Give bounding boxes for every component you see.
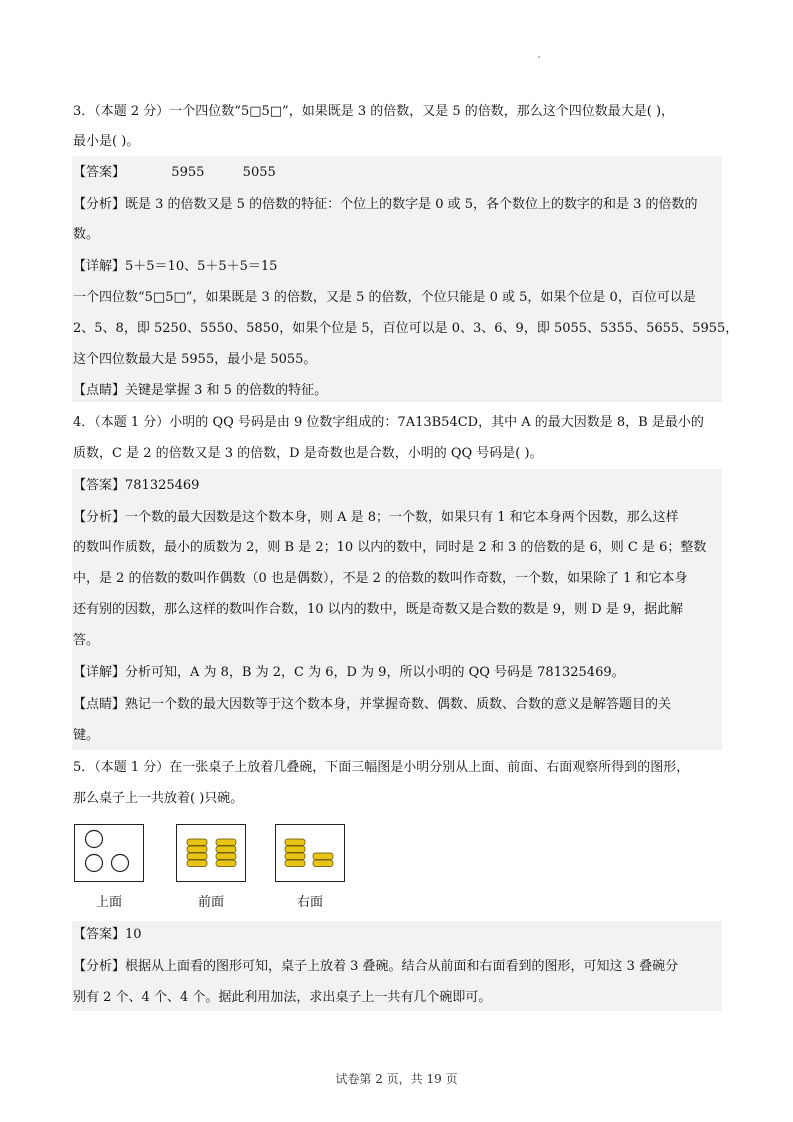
- q4-analysis-line-4: 还有别的因数，那么这样的数叫作合数，10 以内的数中，既是奇数又是合数的数是 9，则 D 是 9，据此解: [73, 602, 684, 617]
- q5-analysis-line-1: 【分析】根据从上面看的图形可知，桌子上放着 3 叠碗。结合从前面和右面看到的图形，可知这 3 叠碗分: [73, 959, 679, 974]
- q4-stem-line-2: 质数，C 是 2 的倍数又是 3 的倍数，D 是奇数也是合数，小明的 QQ 号码是( )。: [73, 446, 543, 461]
- q3-point: 【点睛】关键是掌握 3 和 5 的倍数的特征。: [73, 383, 328, 398]
- bowl: [187, 846, 207, 853]
- q4-answer: 【答案】781325469: [73, 478, 200, 493]
- bowl: [216, 846, 236, 853]
- q3-stem-line-1: 3．（本题 2 分）一个四位数“5□5□”，如果既是 3 的倍数，又是 5 的倍数，那么这个四位数最大是( )，: [73, 104, 675, 119]
- q4-stem-line-1: 4．（本题 1 分）小明的 QQ 号码是由 9 位数字组成的：7A13B54CD，其中 A 的最大因数是 8，B 是最小的: [73, 415, 704, 430]
- bowl: [285, 860, 305, 867]
- q4-point-line-1: 【点睛】熟记一个数的最大因数等于这个数本身，并掌握奇数、偶数、质数、合数的意义是解答题目的关: [73, 697, 672, 712]
- q4-point-line-2: 键。: [73, 728, 100, 743]
- bowl: [187, 853, 207, 860]
- caption-front-view: 前面: [197, 895, 224, 910]
- q4-detail: 【详解】分析可知，A 为 8，B 为 2，C 为 6，D 为 9，所以小明的 QQ 号码是 781325469。: [73, 665, 625, 680]
- q3-detail-line-4: 这个四位数最大是 5955，最小是 5055。: [73, 352, 317, 367]
- front-view-figure: [176, 824, 246, 882]
- q3-detail-line-2: 一个四位数“5□5□”，如果既是 3 的倍数，又是 5 的倍数，个位只能是 0 或 5，如果个位是 0，百位可以是: [73, 290, 696, 305]
- bowl: [216, 860, 236, 867]
- caption-right-view: 右面: [296, 895, 323, 910]
- q3-analysis-line-2: 数。: [73, 227, 100, 242]
- q5-stem-line-2: 那么桌子上一共放着( )只碗。: [73, 791, 244, 806]
- q3-stem-line-2: 最小是( )。: [73, 134, 140, 149]
- bowl: [187, 860, 207, 867]
- top-view-drawing: [75, 825, 145, 883]
- bowl: [285, 853, 305, 860]
- bowl: [285, 846, 305, 853]
- q4-analysis-line-2: 的数叫作质数，最小的质数为 2，则 B 是 2；10 以内的数中，同时是 2 和 3 的倍数的是 6，则 C 是 6；整数: [73, 540, 707, 555]
- q4-analysis-line-3: 中，是 2 的倍数的数叫作偶数（0 也是偶数），不是 2 的倍数的数叫作奇数，一个数，如果除了 1 和它本身: [73, 571, 688, 586]
- q5-answer: 【答案】10: [73, 927, 142, 942]
- top-view-figure: [74, 824, 144, 882]
- page-footer: 试卷第 2 页，共 19 页: [335, 1072, 458, 1086]
- right-view-drawing: [276, 825, 346, 883]
- q3-answer: [73, 163, 723, 183]
- q4-analysis-line-1: 【分析】一个数的最大因数是这个数本身，则 A 是 8；一个数，如果只有 1 和它本身两个因数，那么这样: [73, 510, 679, 525]
- q5-stem-line-1: 5．（本题 1 分）在一张桌子上放着几叠碗，下面三幅图是小明分别从上面、前面、右面观察所得到的图形，: [73, 760, 690, 775]
- q5-analysis-line-2: 别有 2 个、4 个、4 个。据此利用加法，求出桌子上一共有几个碗即可。: [73, 990, 492, 1005]
- bowl: [313, 860, 333, 867]
- bowl: [187, 839, 207, 846]
- scan-dot: [538, 56, 540, 58]
- q3-detail-line-1: 【详解】5＋5＝10、5＋5＋5＝15: [73, 259, 278, 274]
- answer-tag: 【答案】: [73, 165, 126, 180]
- q3-detail-line-3: 2、5、8，即 5250、5550、5850，如果个位是 5，百位可以是 0、3、6、9，即 5055、5355、5655、5955，: [73, 321, 739, 336]
- front-view-drawing: [177, 825, 247, 883]
- bowl-stack-circle: [86, 831, 103, 848]
- bowl: [216, 853, 236, 860]
- right-view-figure: [275, 824, 345, 882]
- bowl: [216, 839, 236, 846]
- caption-top-view: 上面: [95, 895, 122, 910]
- answer-min: 5055: [242, 165, 276, 180]
- answer-max: 5955: [171, 165, 205, 180]
- bowl-stack-circle: [86, 855, 103, 872]
- bowl: [285, 839, 305, 846]
- bowl: [313, 853, 333, 860]
- q3-analysis-line-1: 【分析】既是 3 的倍数又是 5 的倍数的特征：个位上的数字是 0 或 5，各个数位上的数字的和是 3 的倍数的: [73, 197, 698, 212]
- q4-analysis-line-5: 答。: [73, 633, 100, 648]
- bowl-stack-circle: [112, 855, 129, 872]
